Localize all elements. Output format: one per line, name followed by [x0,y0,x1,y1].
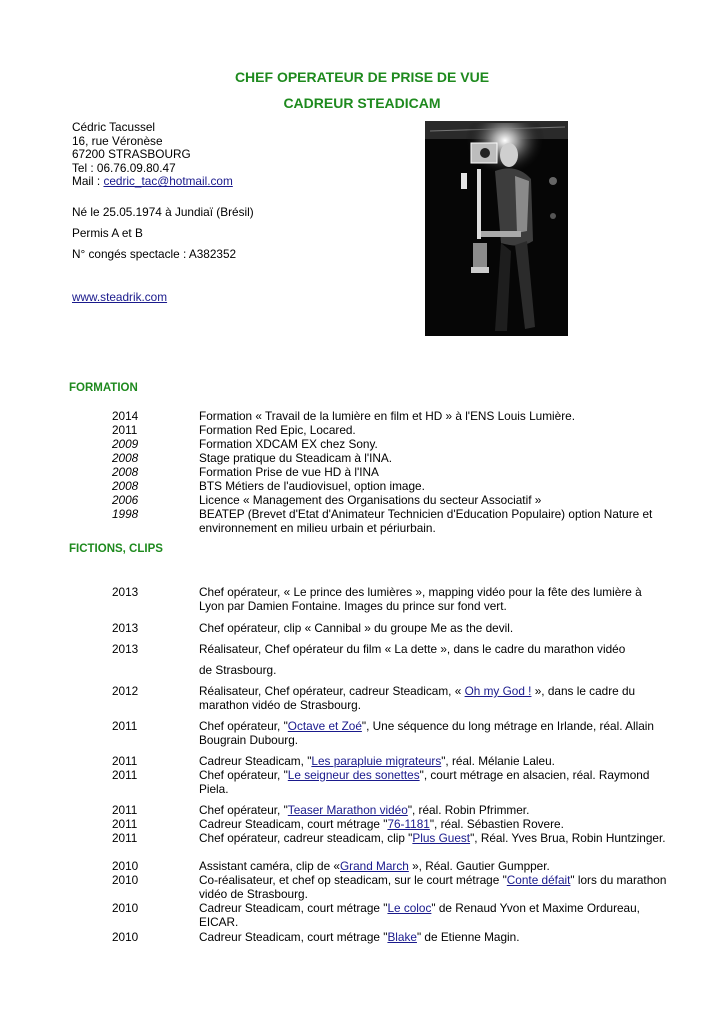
website-link[interactable]: www.steadrik.com [72,290,168,304]
contact-name: Cédric Tacussel [72,120,156,134]
fiction-year: 2010 [112,873,139,887]
fiction-year: 2010 [112,930,139,944]
fictions-heading: FICTIONS, CLIPS [69,543,163,555]
fiction-text-after: ", Réal. Yves Brua, Robin Huntzinger. [470,831,666,845]
fiction-year: 2011 [112,817,138,831]
formation-description: Formation Prise de vue HD à l'INA [199,465,379,479]
page-subtitle: CADREUR STEADICAM [283,95,441,111]
contact-street: 16, rue Véronèse [72,133,163,148]
birth-info: Né le 25.05.1974 à Jundiaï (Brésil) [72,205,254,219]
formation-description: Formation « Travail de la lumière en film et HD » à l'ENS Louis Lumière. [199,409,575,423]
fiction-text-after: », Réal. Gautier Gumpper. [408,859,550,873]
page-title: CHEF OPERATEUR DE PRISE DE VUE [234,69,490,85]
fiction-text: Cadreur Steadicam, court métrage " [199,901,388,915]
fiction-text: Chef opérateur, " [199,768,288,782]
fiction-text-after: " lors du marathon vidéo de Strasbourg. [199,873,667,901]
permit-info: Permis A et B [72,226,143,240]
formation-description: Licence « Management des Organisations du secteur Associatif » [199,493,542,507]
fiction-text: Chef opérateur, cadreur steadicam, clip " [199,831,413,845]
fiction-text: Cadreur Steadicam, " [199,754,312,768]
fiction-year: 2010 [112,901,139,915]
fiction-description [199,719,669,747]
fiction-description [199,873,669,901]
fiction-text-after: " de Renaud Yvon et Maxime Ordureau, EICAR. [199,901,640,929]
fiction-description [199,585,669,613]
fiction-description [199,754,669,768]
formation-year: 2008 [112,465,139,479]
fiction-description [199,859,669,873]
email-link[interactable]: cedric_tac@hotmail.com [103,174,233,189]
fiction-title-link[interactable]: Les parapluie migrateurs [311,754,442,768]
fiction-text-after: ", réal. Robin Pfrimmer. [407,803,530,817]
fiction-year: 2011 [112,803,138,817]
formation-description: Formation Red Epic, Locared. [199,423,356,437]
formation-description: BEATEP (Brevet d'Etat d'Animateur Technicien d'Education Populaire) option Nature et environnement en milieu urbain et périurbain. [199,507,653,535]
fiction-year: 2013 [112,642,139,656]
formation-year: 2008 [112,479,139,493]
fiction-description [199,642,669,656]
formation-year: 2006 [112,493,139,507]
fiction-text: Chef opérateur, « Le prince des lumières », mapping vidéo pour la fête des lumière à Lyon par Damien Fontaine. Images du prince sur fond vert. [199,585,642,613]
fiction-year: 2011 [112,831,138,845]
fiction-text: Chef opérateur, " [199,719,288,733]
fiction-year: 2011 [112,719,138,733]
fiction-text-after: ", réal. Mélanie Laleu. [441,754,555,768]
fiction-title-link[interactable]: Conte défait [506,873,571,887]
fiction-year: 2013 [112,621,139,635]
fiction-title-link[interactable]: Le coloc [387,901,432,915]
fiction-text: Cadreur Steadicam, court métrage " [199,930,388,944]
fiction-title-link[interactable]: 76-1181 [387,817,430,831]
fiction-text-after: " de Etienne Magin. [416,930,520,944]
formation-year: 2011 [112,423,138,437]
fiction-text: Chef opérateur, " [199,803,288,817]
formation-description: Formation XDCAM EX chez Sony. [199,437,378,451]
formation-year: 2008 [112,451,139,465]
contact-city: 67200 STRASBOURG [72,147,191,162]
fiction-description [199,684,669,712]
formation-year: 1998 [112,507,139,521]
fiction-text-after: ", réal. Sébastien Rovere. [429,817,564,831]
fiction-text-after: ", court métrage en alsacien, réal. Raymond Piela. [199,768,650,796]
contact-phone: Tel : 06.76.09.80.47 [72,160,176,175]
fiction-text: Assistant caméra, clip de « [199,859,340,873]
formation-year: 2009 [112,437,139,451]
fiction-description [199,621,669,635]
fiction-year: 2013 [112,585,139,599]
fiction-text: Réalisateur, Chef opérateur du film « La dette », dans le cadre du marathon vidéo [199,642,626,656]
fiction-year: 2011 [112,768,138,782]
fiction-description [199,831,669,845]
mail-label: Mail : [72,174,104,189]
fiction-text-after: ", Une séquence du long métrage en Irlande, réal. Allain Bougrain Dubourg. [199,719,654,747]
fiction-text-after: », dans le cadre du marathon vidéo de Strasbourg. [199,684,636,712]
fiction-title-link[interactable]: Teaser Marathon vidéo [287,803,408,817]
fiction-text: Chef opérateur, clip « Cannibal » du groupe Me as the devil. [199,621,514,635]
contact-block [72,121,233,189]
fiction-text: Co-réalisateur, et chef op steadicam, sur le court métrage " [199,873,507,887]
fiction-description [199,901,669,929]
fiction-text: Réalisateur, Chef opérateur, cadreur Steadicam, « [199,684,465,698]
fiction-year: 2012 [112,684,139,698]
fiction-text: Cadreur Steadicam, court métrage " [199,817,388,831]
fiction-description [199,817,669,831]
fiction-title-link[interactable]: Blake [387,930,417,944]
formation-description: Stage pratique du Steadicam à l'INA. [199,451,393,465]
formation-year: 2014 [112,409,139,423]
fiction-description [199,663,669,677]
formation-description: BTS Métiers de l'audiovisuel, option image. [199,479,425,493]
contact-mail-line [72,175,233,189]
fiction-description [199,768,669,796]
fiction-title-link[interactable]: Plus Guest [412,831,471,845]
fiction-year: 2011 [112,754,138,768]
portrait-photo [425,121,568,336]
conges-info: N° congés spectacle : A382352 [72,247,237,261]
fiction-text: de Strasbourg. [199,663,277,677]
formation-heading: FORMATION [69,382,138,394]
fiction-title-link[interactable]: Oh my God ! [464,684,532,698]
fiction-year: 2010 [112,859,139,873]
fiction-description [199,930,669,944]
fiction-title-link[interactable]: Octave et Zoé [287,719,362,733]
fiction-title-link[interactable]: Grand March [339,859,409,873]
fiction-title-link[interactable]: Le seigneur des sonettes [287,768,420,782]
fiction-description [199,803,669,817]
